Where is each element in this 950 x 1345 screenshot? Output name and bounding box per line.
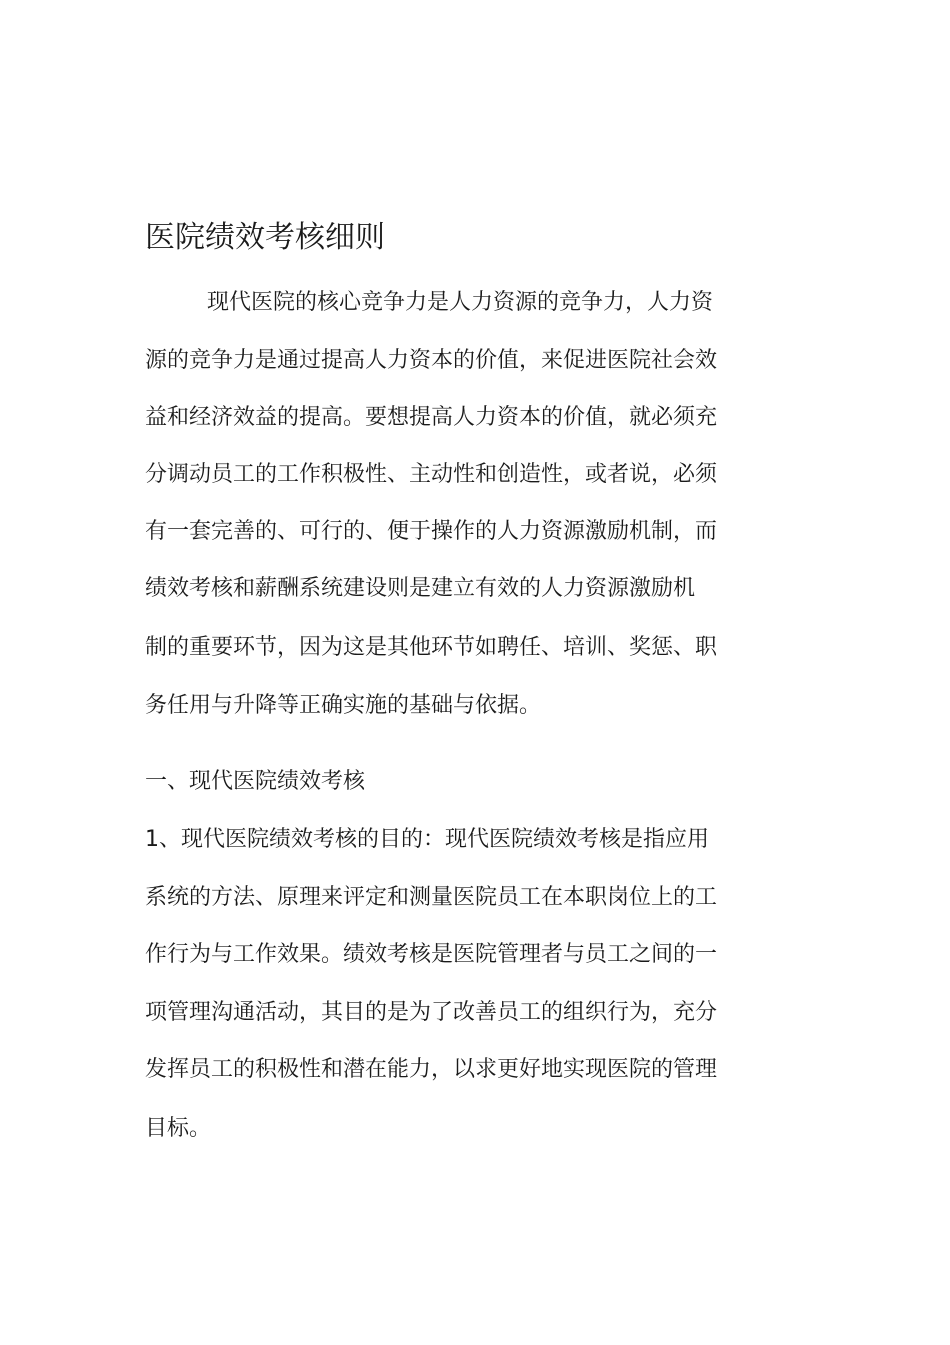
intro-line-2: 源的竞争力是通过提高人力资本的价值，来促进医院社会效 [145, 348, 718, 373]
intro-line-5: 有一套完善的、可行的、便于操作的人力资源激励机制，而 [145, 519, 718, 544]
document-title: 医院绩效考核细则 [145, 220, 385, 255]
intro-line-8: 务任用与升降等正确实施的基础与依据。 [145, 693, 542, 718]
section-heading: 一、现代医院绩效考核 [145, 769, 366, 794]
intro-line-6: 绩效考核和薪酬系统建设则是建立有效的人力资源激励机 [145, 576, 696, 601]
intro-line-4: 分调动员工的工作积极性、主动性和创造性，或者说，必须 [145, 462, 718, 487]
intro-line-3: 益和经济效益的提高。要想提高人力资本的价值，就必须充 [145, 405, 718, 430]
section-line-5: 发挥员工的积极性和潜在能力，以求更好地实现医院的管理 [145, 1057, 718, 1082]
intro-line-1: 现代医院的核心竞争力是人力资源的竞争力，人力资 [207, 290, 714, 315]
section-line-1: 1、现代医院绩效考核的目的：现代医院绩效考核是指应用 [145, 827, 709, 852]
section-line-6: 目标。 [145, 1116, 212, 1141]
section-line-4: 项管理沟通活动，其目的是为了改善员工的组织行为，充分 [145, 1000, 718, 1025]
section-line-2: 系统的方法、原理来评定和测量医院员工在本职岗位上的工 [145, 885, 718, 910]
section-line-3: 作行为与工作效果。绩效考核是医院管理者与员工之间的一 [145, 942, 718, 967]
intro-line-7: 制的重要环节，因为这是其他环节如聘任、培训、奖惩、职 [145, 635, 718, 660]
